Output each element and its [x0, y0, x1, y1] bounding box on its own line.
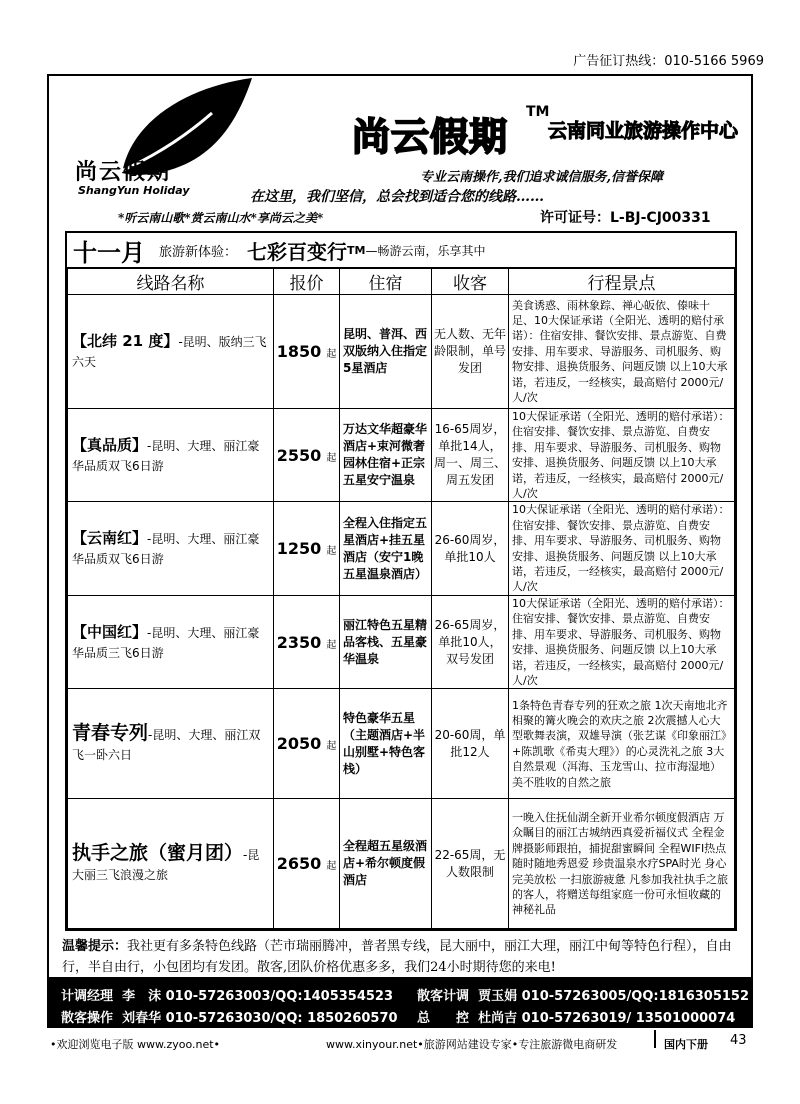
footer-website-left[interactable]: •欢迎浏览电子版 www.zyoo.net• — [50, 1038, 221, 1051]
hotel-cell: 全程超五星级酒店+希尔顿度假酒店 — [340, 799, 432, 929]
guest-cell: 26-65周岁，单批10人，双号发团 — [432, 595, 509, 688]
col-header-guest: 收客 — [432, 269, 509, 295]
price-value: 2050 — [276, 734, 322, 754]
experience-label: 旅游新体验： — [159, 244, 238, 260]
route-cell — [68, 295, 274, 409]
brand-title: 尚云假期 — [352, 115, 509, 159]
route-desc: -昆明、大理、丽江豪华品质双飞6日游 — [72, 532, 260, 567]
route-cell — [68, 595, 274, 688]
month-banner — [67, 233, 735, 268]
contact-name: 李 沫 — [122, 989, 162, 1004]
route-cell — [68, 502, 274, 595]
price-cell — [274, 502, 340, 595]
tips-label: 温馨提示： — [62, 939, 128, 954]
col-header-route: 线路名称 — [68, 269, 274, 295]
contact-phone[interactable]: 010-57263030/QQ: 1850260570 — [165, 1011, 398, 1026]
table-row — [68, 409, 735, 502]
route-grid — [67, 268, 735, 929]
price-suffix: 起 — [326, 741, 337, 753]
table-row — [68, 689, 735, 799]
col-header-hotel: 住宿 — [340, 269, 432, 295]
schedule-cell: 10大保证承诺（全阳光、透明的赔付承诺）：住宿安排、餐饮安排、景点游览、自费安排、用车要求、导游服务、司机服务、购物安排、退换货服务、问题反馈 以上10大承诺，若违反，一经核实，最高赔付 2000元/人/次 — [509, 502, 735, 595]
route-cell — [68, 689, 274, 799]
contact-role: 散客操作 — [61, 1011, 114, 1026]
route-name: 【云南红】 — [72, 529, 148, 548]
price-suffix: 起 — [326, 452, 337, 464]
hotel-cell: 昆明、普洱、西双版纳入住指定5星酒店 — [340, 295, 432, 409]
month-label: 十一月 — [73, 238, 145, 267]
hotel-cell: 万达文华超豪华酒店+束河微奢园林住宿+正宗五星安宁温泉 — [340, 409, 432, 502]
guest-cell: 16-65周岁，单批14人，周一、周三、周五发团 — [432, 409, 509, 502]
product-name: 七彩百变行 — [247, 239, 348, 264]
price-suffix: 起 — [326, 546, 337, 558]
hotel-cell: 全程入住指定五星酒店+挂五星酒店（安宁1晚五星温泉酒店） — [340, 502, 432, 595]
hotel-cell: 特色豪华五星（主题酒店+半山别墅+特色客栈） — [340, 689, 432, 799]
ad-hotline: 广告征订热线：010-5166 5969 — [573, 54, 764, 69]
schedule-cell: 一晚入住抚仙湖全新开业希尔顿度假酒店 万众瞩目的丽江古城纳西真爱祈福仪式 全程金牌摄影师跟拍，捕捉甜蜜瞬间 全程WIFI热点 随时随地秀恩爱 珍贵温泉水疗SPA时光 身心完美放松 一扫旅游疲惫 凡参加我社执手之旅的客人，将赠送每组家庭一份可永恒收藏的神秘礼品 — [509, 799, 735, 929]
table-row — [68, 295, 735, 409]
brand-subtitle: 云南同业旅游操作中心 — [548, 120, 739, 142]
route-desc: -昆明、大理、丽江豪华品质双飞6日游 — [72, 438, 260, 473]
price-value: 1250 — [276, 539, 322, 559]
contact-name: 刘春华 — [122, 1011, 162, 1026]
price-suffix: 起 — [326, 349, 337, 360]
route-name: 青春专列 — [72, 721, 149, 744]
slogan: *听云南山歌*赏云南山水*享尚云之美* — [118, 211, 324, 225]
hotel-cell: 丽江特色五星精品客栈、五星豪华温泉 — [340, 595, 432, 688]
contact-name: 杜尚吉 — [478, 1011, 518, 1026]
guest-cell: 26-60周岁，单批10人 — [432, 502, 509, 595]
route-desc: -昆明、大理、丽江豪华品质三飞6日游 — [72, 625, 260, 660]
contact-item — [61, 985, 393, 1004]
table-row — [68, 595, 735, 688]
price-value: 1850 — [276, 342, 322, 361]
route-cell — [68, 409, 274, 502]
contact-phone[interactable]: 010-57263005/QQ:1816305152 — [521, 989, 750, 1004]
route-name: 【北纬 21 度】 — [72, 332, 179, 350]
footer-section: 国内下册 — [664, 1038, 708, 1051]
col-header-schedule: 行程景点 — [509, 269, 735, 295]
price-suffix: 起 — [326, 861, 337, 873]
price-value: 2550 — [276, 445, 322, 465]
guest-cell: 22-65周，无人数限制 — [432, 799, 509, 929]
contact-name: 贾玉娟 — [478, 989, 518, 1004]
guest-cell: 20-60周，单批12人 — [432, 689, 509, 799]
contact-phone[interactable]: 010-57263019/ 13501000074 — [521, 1011, 736, 1026]
price-cell — [274, 295, 340, 409]
price-cell — [274, 595, 340, 688]
guest-cell: 无人数、无年龄限制，单号发团 — [432, 295, 509, 409]
contact-item — [417, 985, 749, 1004]
contact-role: 总 控 — [417, 1011, 470, 1026]
contact-role: 散客计调 — [417, 989, 470, 1004]
route-name: 【中国红】 — [72, 622, 148, 641]
price-value: 2350 — [276, 632, 322, 652]
table-header-row — [68, 269, 735, 295]
table-row — [68, 502, 735, 595]
contact-item — [417, 1007, 735, 1026]
route-table — [65, 231, 737, 931]
schedule-cell: 1条特色青春专列的狂欢之旅 1次天南地北齐相聚的篝火晚会的欢庆之旅 2次震撼人心大型歌舞表演，双雄导演（张艺谋《印象丽江》+陈凯歌《希夷大理》）的心灵洗礼之旅 3大自然景观（洱海、玉龙雪山、拉市海湿地）美不胜收的自然之旅 — [509, 689, 735, 799]
tagline-belief: 在这里，我们坚信，总会找到适合您的线路…… — [250, 189, 544, 205]
contact-bar — [47, 977, 753, 1028]
price-suffix: 起 — [326, 639, 337, 651]
col-header-price: 报价 — [274, 269, 340, 295]
schedule-cell: 10大保证承诺（全阳光、透明的赔付承诺）：住宿安排、餐饮安排、景点游览、自费安排、用车要求、导游服务、司机服务、购物安排、退换货服务、问题反馈 以上10大承诺，若违反，一经核实，最高赔付 2000元/人/次 — [509, 409, 735, 502]
route-name: 执手之旅（蜜月团） — [72, 841, 244, 864]
product-slogan: —畅游云南，乐享其中 — [365, 243, 486, 258]
tips-note — [62, 936, 742, 978]
price-cell — [274, 799, 340, 929]
route-desc: -昆大丽三飞浪漫之旅 — [72, 847, 260, 882]
price-value: 2650 — [276, 854, 322, 874]
route-name: 【真品质】 — [72, 435, 148, 454]
route-desc: -昆明、版纳三飞六天 — [72, 335, 267, 369]
schedule-cell: 美食诱惑、雨林象踪、禅心皈依、傣味十足、10大保证承诺（全阳光、透明的赔付承诺）：住宿安排、餐饮安排、景点游览、自费安排、用车要求、导游服务、司机服务、购物安排、退换货服务、问题反馈 以上10大承诺，若违反，一经核实，最高赔付 2000元/人/次 — [509, 295, 735, 409]
brand-trademark: TM — [526, 104, 550, 120]
logo-chinese-name: 尚云假期 — [75, 159, 172, 185]
contact-phone[interactable]: 010-57263003/QQ:1405354523 — [165, 989, 394, 1004]
tips-text: 我社更有多条特色线路（芒市瑞丽腾冲，普者黑专线，昆大丽中，丽江大理，丽江中甸等特色行程），自由行，半自由行，小包团均有发团。散客,团队价格优惠多多，我们24小时期待您的来电! — [62, 939, 732, 975]
logo-english-name: ShangYun Holiday — [78, 184, 190, 197]
license-number: 许可证号：L-BJ-CJ00331 — [540, 210, 711, 226]
footer-website-right[interactable]: www.xinyour.net•旅游网站建设专家•专注旅游微电商研发 — [326, 1038, 618, 1051]
route-cell — [68, 799, 274, 929]
route-desc: -昆明、大理、丽江双飞一卧六日 — [72, 727, 261, 762]
tagline-service: 专业云南操作,我们追求诚信服务,信誉保障 — [420, 170, 664, 185]
schedule-cell: 10大保证承诺（全阳光、透明的赔付承诺）：住宿安排、餐饮安排、景点游览、自费安排、用车要求、导游服务、司机服务、购物安排、退换货服务、问题反馈 以上10大承诺，若违反，一经核实，最高赔付 2000元/人/次 — [509, 595, 735, 688]
contact-item — [61, 1007, 398, 1026]
product-trademark: TM — [347, 243, 366, 257]
table-row — [68, 799, 735, 929]
price-cell — [274, 409, 340, 502]
page-number: 43 — [730, 1033, 747, 1048]
footer-divider — [654, 1030, 656, 1048]
price-cell — [274, 689, 340, 799]
contact-role: 计调经理 — [61, 989, 114, 1004]
